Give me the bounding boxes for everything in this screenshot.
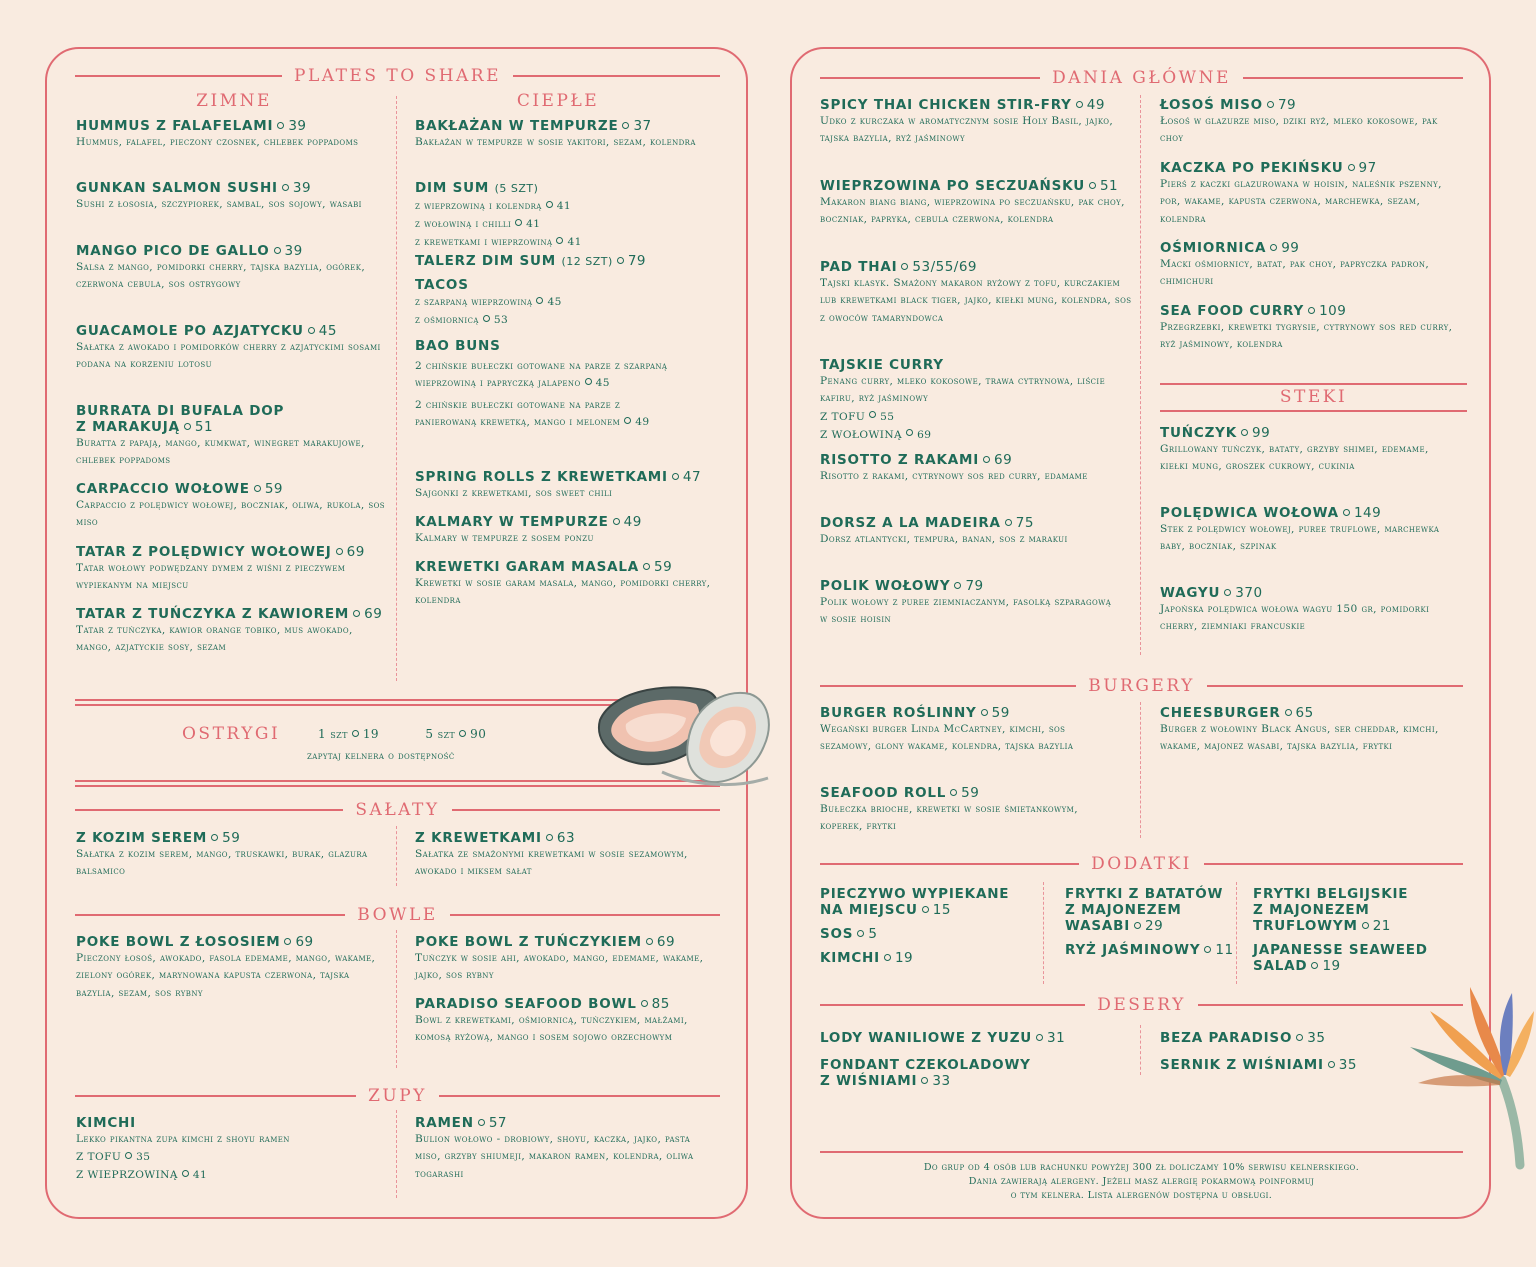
menu-item: RAMEN 57 Bulion wołowo - drobiowy, shoyu, kaczka, jajko, pasta miso, grzyby shiumeji, makaron ramen, kolendra, oliwa togarashi xyxy=(415,1115,694,1180)
footer-rule xyxy=(820,1151,1463,1153)
burgers-title: BURGERY xyxy=(1088,676,1195,696)
menu-item: WIEPRZOWINA PO SECZUAŃSKU 51 Makaron biang biang, wieprzowina po seczuańsku, pak choy, boczniak, papryka, cebula czerwona, kolendra xyxy=(820,178,1125,226)
bird-of-paradise-flower xyxy=(1400,975,1536,1170)
menu-item: DORSZ A LA MADEIRA 75 Dorsz atlantycki, tempura, banan, sos z marakui xyxy=(820,515,1068,545)
menu-item: HUMMUS Z FALAFELAMI 39 Hummus, falafel, pieczony czosnek, chlebek poppadoms xyxy=(76,118,359,148)
sides-divider-2 xyxy=(1236,882,1237,984)
menu-item: TACOS z szarpaną wieprzowiną 45 z ośmiornicą 53 xyxy=(415,277,562,326)
menu-item: TAJSKIE CURRY Penang curry, mleko kokosowe, trawa cytrynowa, liście kafiru, ryż jaśminowy Z TOFU 55 Z WOŁOWINĄ 69 xyxy=(820,357,1106,441)
menu-item: BAKŁAŻAN W TEMPURZE 37 Bakłażan w tempurze w sosie yakitori, sezam, kolendra xyxy=(415,118,696,148)
bowls-header xyxy=(75,905,720,925)
plates-title: PLATES TO SHARE xyxy=(294,66,502,86)
desserts-title: DESERY xyxy=(1097,995,1186,1015)
menu-item: POLĘDWICA WOŁOWA 149 Stek z polędwicy wołowej, puree truflowe, marchewka baby, boczniak, szpinak xyxy=(1160,505,1440,553)
burgers-divider xyxy=(1140,702,1141,838)
sides-title: DODATKI xyxy=(1091,854,1192,874)
menu-item: GUACAMOLE PO AZJATYCKU 45 Sałatka z awokado i pomidorków cherry z azjatyckimi sosami podana na korzeniu lotosu xyxy=(76,323,381,371)
menu-item: WAGYU 370 Japońska polędwica wołowa wagyu 150 gr, pomidorki cherry, ziemniaki francuskie xyxy=(1160,585,1430,633)
menu-item: RISOTTO Z RAKAMI 69 Risotto z rakami, cytrynowy sos red curry, edamame xyxy=(820,452,1088,482)
bowls-title: BOWLE xyxy=(357,905,438,925)
menu-item: SEAFOOD ROLL 59 Bułeczka brioche, krewetki w sosie śmietankowym, koperek, frytki xyxy=(820,785,1079,833)
menu-item: JAPANESSE SEAWEED SALAD 19 xyxy=(1253,942,1428,974)
menu-item: BURRATA DI BUFALA DOP Z MARAKUJĄ 51 Buratta z papają, mango, kumkwat, winegret marakujowe, chlebek poppadoms xyxy=(76,403,365,467)
menu-item: BURGER ROŚLINNY 59 Wegański burger Linda McCartney, kimchi, sos sezamowy, glony wakame, kolendra, tajska bazylia xyxy=(820,705,1074,753)
bowls-divider xyxy=(396,930,397,1068)
oysters-top-rule xyxy=(75,699,635,701)
menu-item: KIMCHI 19 xyxy=(820,950,914,966)
menu-item: Z KOZIM SEREM 59 Sałatka z kozim serem, mango, truskawki, burak, glazura balsamico xyxy=(76,830,368,878)
menu-item: POLIK WOŁOWY 79 Polik wołowy z puree ziemniaczanym, fasolką szparagową w sosie hoisin xyxy=(820,578,1112,626)
desserts-header xyxy=(820,995,1463,1015)
oysters-title: OSTRYGI xyxy=(182,724,281,744)
menu-item: POKE BOWL Z TUŃCZYKIEM 69 Tuńczyk w sosie ahi, awokado, mango, edemame, wakame, jajko, sos rybny xyxy=(415,934,704,982)
menu-item: KACZKA PO PEKIŃSKU 97 Pierś z kaczki glazurowana w hoisin, naleśnik pszenny, por, wakame, kapusta czerwona, marchewka, sezam, kolendra xyxy=(1160,160,1442,225)
menu-item: RYŻ JAŚMINOWY 11 xyxy=(1065,942,1234,958)
menu-item: TATAR Z TUŃCZYKA Z KAWIOREM 69 Tatar z tuńczyka, kawior orange tobiko, mus awokado, mango, azjatyckie sosy, sezam xyxy=(76,606,383,654)
menu-item: KIMCHI Lekko pikantna zupa kimchi z shoyu ramen Z TOFU 35 Z WIEPRZOWINĄ 41 xyxy=(76,1115,290,1182)
mains-divider xyxy=(1140,95,1141,655)
soups-divider xyxy=(396,1110,397,1198)
sides-header xyxy=(820,854,1463,874)
menu-item: MANGO PICO DE GALLO 39 Salsa z mango, pomidorki cherry, tajska bazylia, ogórek, czerwona cebula, sos ostrygowy xyxy=(76,243,366,291)
menu-item: POKE BOWL Z ŁOSOSIEM 69 Pieczony łosoś, awokado, fasola edemame, mango, wakame, zielony ogórek, marynowana kapusta czerwona, tajska bazylia, sezam, sos rybny xyxy=(76,934,376,999)
soups-title: ZUPY xyxy=(368,1086,427,1106)
menu-item: CHEESBURGER 65 Burger z wołowiny Black Angus, ser cheddar, kimchi, wakame, majonez wasabi, tajska bazylia, frytki xyxy=(1160,705,1439,753)
sides-divider-1 xyxy=(1043,882,1044,984)
menu-item: ŁOSOŚ MISO 79 Łosoś w glazurze miso, dziki ryż, mleko kokosowe, pak choy xyxy=(1160,97,1438,145)
menu-item: BAO BUNS 2 chińskie bułeczki gotowane na parze z szarpaną wieprzowiną i papryczką jalapeno 45 2 chińskie bułeczki gotowane na parze z panierowaną krewetką, mango i melonem 49 xyxy=(415,338,668,428)
menu-item: KREWETKI GARAM MASALA 59 Krewetki w sosie garam masala, mango, pomidorki cherry, kolendra xyxy=(415,559,711,607)
menu-item: SOS 5 xyxy=(820,926,878,942)
menu-item: BEZA PARADISO 35 xyxy=(1160,1030,1326,1046)
menu-item: PAD THAI 53/55/69 Tajski klasyk. Smażony makaron ryżowy z tofu, kurczakiem lub krewetkami black tiger, jajko, kiełki mung, kolendra, sos z owoców tamaryndowca xyxy=(820,259,1132,324)
menu-item: FRYTKI Z BATATÓW Z MAJONEZEM WASABI 29 xyxy=(1065,886,1224,934)
salads-header xyxy=(75,800,720,820)
oyster-illustration xyxy=(592,680,782,795)
menu-item: FRYTKI BELGIJSKIE Z MAJONEZEM TRUFLOWYM 21 xyxy=(1253,886,1409,934)
oysters-top-rule-2 xyxy=(75,704,635,706)
menu-item: PIECZYWO WYPIEKANE NA MIEJSCU 15 xyxy=(820,886,1010,918)
oysters-note: zapytaj kelnera o dostępność xyxy=(307,750,455,762)
menu-item: FONDANT CZEKOLADOWY Z WIŚNIAMI 33 xyxy=(820,1057,1031,1089)
plates-divider xyxy=(396,96,397,681)
menu-item: PARADISO SEAFOOD BOWL 85 Bowl z krewetkami, ośmiornicą, tuńczykiem, małżami, komosą ryżową, mango i sosem sojowo orzechowym xyxy=(415,996,688,1044)
menu-item: Z KREWETKAMI 63 Sałatka ze smażonymi krewetkami w sosie sezamowym, awokado i miksem sałat xyxy=(415,830,688,878)
menu-item: DIM SUM (5 SZT) z wieprzowiną i kolendrą 41 z wołowiną i chilli 41 z krewetkami i wieprzowiną 41 TALERZ DIM SUM (12 SZT) 79 xyxy=(415,180,647,269)
menu-item: SPICY THAI CHICKEN STIR-FRY 49 Udko z kurczaka w aromatycznym sosie Holy Basil, jajko, tajska bazylia, ryż jaśminowy xyxy=(820,97,1114,145)
soups-header xyxy=(75,1086,720,1106)
mains-header xyxy=(820,68,1463,88)
menu-item: LODY WANILIOWE Z YUZU 31 xyxy=(820,1030,1066,1046)
desserts-divider xyxy=(1140,1025,1141,1075)
salads-title: SAŁATY xyxy=(355,800,440,820)
burgers-header xyxy=(820,676,1463,696)
cold-title: ZIMNE xyxy=(196,91,272,111)
warm-title: CIEPŁE xyxy=(516,91,600,111)
menu-item: SERNIK Z WIŚNIAMI 35 xyxy=(1160,1057,1357,1073)
menu-item: KALMARY W TEMPURZE 49 Kalmary w tempurze z sosem ponzu xyxy=(415,514,642,544)
menu-item: SEA FOOD CURRY 109 Przegrzebki, krewetki tygrysie, cytrynowy sos red curry, ryż jaśminowy, kolendra xyxy=(1160,303,1453,351)
menu-item: CARPACCIO WOŁOWE 59 Carpaccio z polędwicy wołowej, boczniak, oliwa, rukola, sos miso xyxy=(76,481,385,529)
menu-item: TATAR Z POLĘDWICY WOŁOWEJ 69 Tatar wołowy podwędzany dymem z wiśni z pieczywem wypiekanym na miejscu xyxy=(76,544,365,592)
oysters-prices: 1 szt 19 5 szt 90 xyxy=(318,727,487,741)
salads-divider xyxy=(396,826,397,886)
menu-item: GUNKAN SALMON SUSHI 39 Sushi z łososia, szczypiorek, sambal, sos sojowy, wasabi xyxy=(76,180,362,210)
menu-item: SPRING ROLLS Z KREWETKAMI 47 Sajgonki z krewetkami, sos sweet chili xyxy=(415,469,702,499)
plates-header xyxy=(75,66,720,86)
footer-note: Do grup od 4 osób lub rachunku powyżej 300 zł doliczamy 10% serwisu kelnerskiego. Dania zawierają alergeny. Jeżeli masz alergię pokarmową poinformuj o tym kelnera. Lista alergenów dostępna u obsługi. xyxy=(923,1162,1360,1201)
menu-item: TUŃCZYK 99 Grillowany tuńczyk, bataty, grzyby shimei, edemame, kiełki mung, groszek cukrowy, cukinia xyxy=(1160,425,1429,473)
steaks-top-rule xyxy=(1160,383,1467,385)
menu-item: OŚMIORNICA 99 Macki ośmiornicy, batat, pak choy, papryczka padron, chimichuri xyxy=(1160,240,1430,288)
steaks-title: STEKI xyxy=(1279,387,1348,407)
steaks-bottom-rule xyxy=(1160,410,1467,412)
mains-title: DANIA GŁÓWNE xyxy=(1052,68,1231,88)
